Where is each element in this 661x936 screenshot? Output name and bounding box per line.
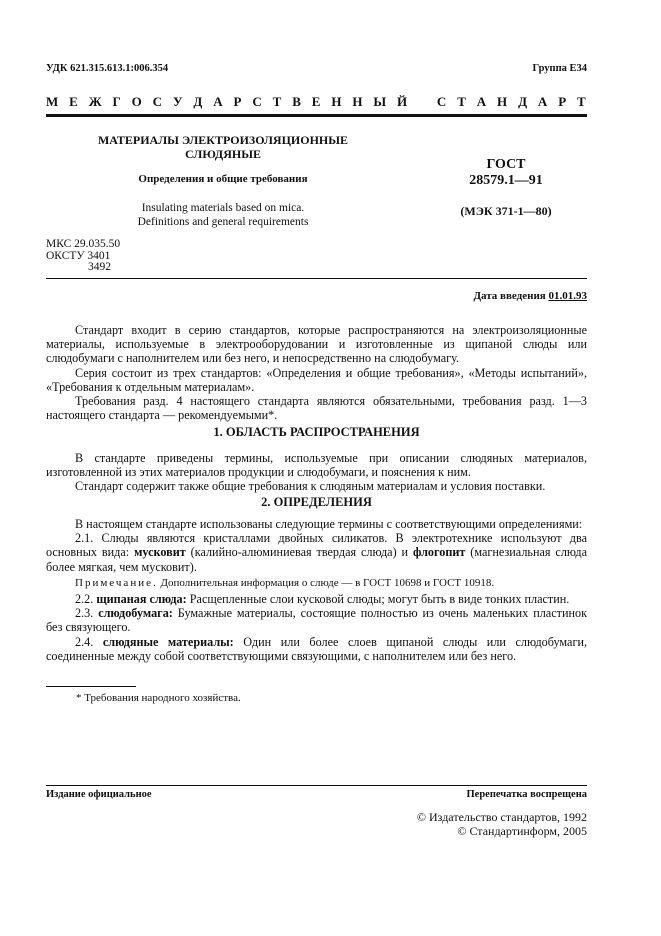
- section-2-text: [46, 517, 587, 663]
- banner-letter: Н: [497, 94, 508, 109]
- definition-2-1-text: (калийно-алюминиевая твердая слюда) и: [185, 545, 413, 560]
- copyright-2: © Стандартинформ, 2005: [457, 824, 587, 838]
- official-edition: Издание официальное: [46, 789, 152, 800]
- iec-reference: (МЭК 371-1—80): [460, 204, 552, 218]
- definition-text: Один или более слоев щипаной слюды или слюдобумаги, соединенные между собой соответствующими связующими, с наполнителем или без него.: [46, 634, 588, 663]
- banner-rule: [46, 114, 587, 117]
- mks-code: МКС 29.035.50: [46, 238, 121, 250]
- banner-letter: Т: [272, 94, 282, 109]
- banner-letter: Й: [397, 94, 408, 109]
- gost-label: ГОСТ: [486, 157, 526, 172]
- section-2-heading: 2. ОПРЕДЕЛЕНИЯ: [261, 495, 372, 509]
- udk-code: УДК 621.315.613.1:006.354: [46, 63, 169, 74]
- definition-number: 2.4.: [75, 634, 103, 649]
- title-line-2: СЛЮДЯНЫЕ: [185, 147, 261, 161]
- intro-paragraph-3: Требования разд. 4 настоящего стандарта являются обязательными, требования разд. 1—3 настоящего стандарта — рекомендуемыми*.: [46, 394, 587, 423]
- banner-letter: Р: [233, 94, 242, 109]
- definition-2-1: [46, 531, 587, 574]
- english-title-line-2: Definitions and general requirements: [137, 216, 309, 228]
- title-line-1: МАТЕРИАЛЫ ЭЛЕКТРОИЗОЛЯЦИОННЫЕ: [97, 133, 349, 147]
- banner-letter: Е: [69, 94, 78, 109]
- definition-2-1-text: 2.1. Слюды являются кристаллами двойных силикатов. В электротехнике используют два основных вида:: [46, 531, 587, 560]
- term-mica-paper: слюдобумага:: [98, 606, 173, 621]
- intro-date-value: 01.01.93: [548, 290, 587, 302]
- doc-subtitle: Определения и общие требования: [138, 173, 308, 185]
- english-title: [46, 201, 400, 229]
- definition-number: 2.2.: [75, 592, 97, 607]
- term-mica-materials: слюдяные материалы:: [102, 634, 234, 649]
- definition-2-2: [46, 592, 587, 606]
- banner-letter: Н: [352, 94, 363, 109]
- banner-letter: Г: [112, 94, 121, 109]
- definition-2-3: [46, 606, 587, 634]
- section-2-intro: В настоящем стандарте использованы следующие термины с соответствующими определениями:: [75, 517, 583, 531]
- okstu-code: ОКСТУ 3401: [46, 249, 111, 262]
- group-code: Группа Е34: [532, 63, 587, 74]
- banner-letter: Ы: [373, 94, 387, 109]
- intro-date-label: Дата введения: [473, 290, 546, 302]
- banner-letter: М: [46, 94, 59, 109]
- doc-title: [46, 133, 400, 161]
- reprint-prohibited: Перепечатка воспрещена: [466, 789, 587, 800]
- banner-letter: У: [172, 94, 183, 109]
- section-1-text: [46, 451, 587, 494]
- banner-letter: А: [476, 94, 487, 109]
- standard-banner: [46, 94, 586, 110]
- classification-codes: [46, 239, 120, 274]
- definition-text: Расщепленные слои кусковой слюды; могут быть в виде тонких пластин.: [186, 592, 570, 607]
- definition-2-1-text: (магнезиальная слюда более мягкая, чем мусковит).: [46, 545, 587, 574]
- banner-letter: А: [537, 94, 548, 109]
- banner-letter: С: [252, 94, 262, 109]
- banner-letter: Д: [193, 94, 203, 109]
- banner-letter: Т: [577, 94, 586, 109]
- banner-letter: О: [131, 94, 142, 109]
- banner-letter: Ж: [88, 94, 102, 109]
- gost-designation: [422, 157, 590, 189]
- okstu-code-2: 3492: [88, 261, 111, 273]
- term-split-mica: щипаная слюда:: [96, 592, 187, 607]
- banner-letter: Р: [558, 94, 567, 109]
- footnote-rule: [46, 686, 136, 687]
- english-title-line-1: Insulating materials based on mica.: [141, 202, 305, 214]
- divider: [46, 278, 587, 279]
- banner-letter: А: [213, 94, 223, 109]
- definition-2-4: [46, 635, 587, 663]
- section-1-paragraph-1: В стандарте приведены термины, используемые при описании слюдяных материалов, изготовленной из этих материалов продукции и слюдобумаги, и пояснения к ним.: [46, 451, 587, 480]
- copyright-1: © Издательство стандартов, 1992: [416, 810, 587, 824]
- section-1-heading: 1. ОБЛАСТЬ РАСПРОСТРАНЕНИЯ: [213, 425, 420, 439]
- note: [46, 576, 587, 590]
- banner-letter: Д: [518, 94, 528, 109]
- banner-letter: В: [292, 94, 301, 109]
- term-muscovite: мусковит: [134, 545, 186, 560]
- intro-date: [473, 290, 587, 302]
- section-1-paragraph-2: Стандарт содержит также общие требования к слюдяным материалам и условия поставки.: [75, 479, 546, 494]
- definition-number: 2.3.: [75, 606, 99, 621]
- note-text: Дополнительная информация о слюде — в ГОСТ 10698 и ГОСТ 10918.: [157, 576, 495, 589]
- intro-text: [46, 323, 587, 422]
- banner-letter: Т: [457, 94, 466, 109]
- banner-letter: Е: [311, 94, 321, 109]
- banner-letter: С: [152, 94, 163, 109]
- banner-letter: С: [436, 94, 447, 109]
- footnote: * Требования народного хозяйства.: [76, 692, 241, 704]
- term-phlogopite: флогопит: [412, 545, 466, 560]
- footer-rule: [46, 785, 587, 786]
- note-label: Примечание.: [75, 576, 158, 589]
- copyright: [417, 810, 587, 838]
- intro-paragraph-2: Серия состоит из трех стандартов: «Определения и общие требования», «Методы испытаний», «Требования к отдельным материалам».: [46, 365, 587, 394]
- definition-text: Бумажные материалы, состоящие полностью из очень маленьких пластинок без связующего.: [46, 606, 588, 635]
- gost-number: 28579.1—91: [469, 173, 543, 188]
- banner-letter: Н: [331, 94, 342, 109]
- intro-paragraph-1: Стандарт входит в серию стандартов, которые распространяются на электроизоляционные материалы, используемые в электрооборудовании и изготовленные из щипаной слюды или слюдобумаги с наполнителем или без него, и непосредственно на слюдобумагу.: [46, 323, 587, 366]
